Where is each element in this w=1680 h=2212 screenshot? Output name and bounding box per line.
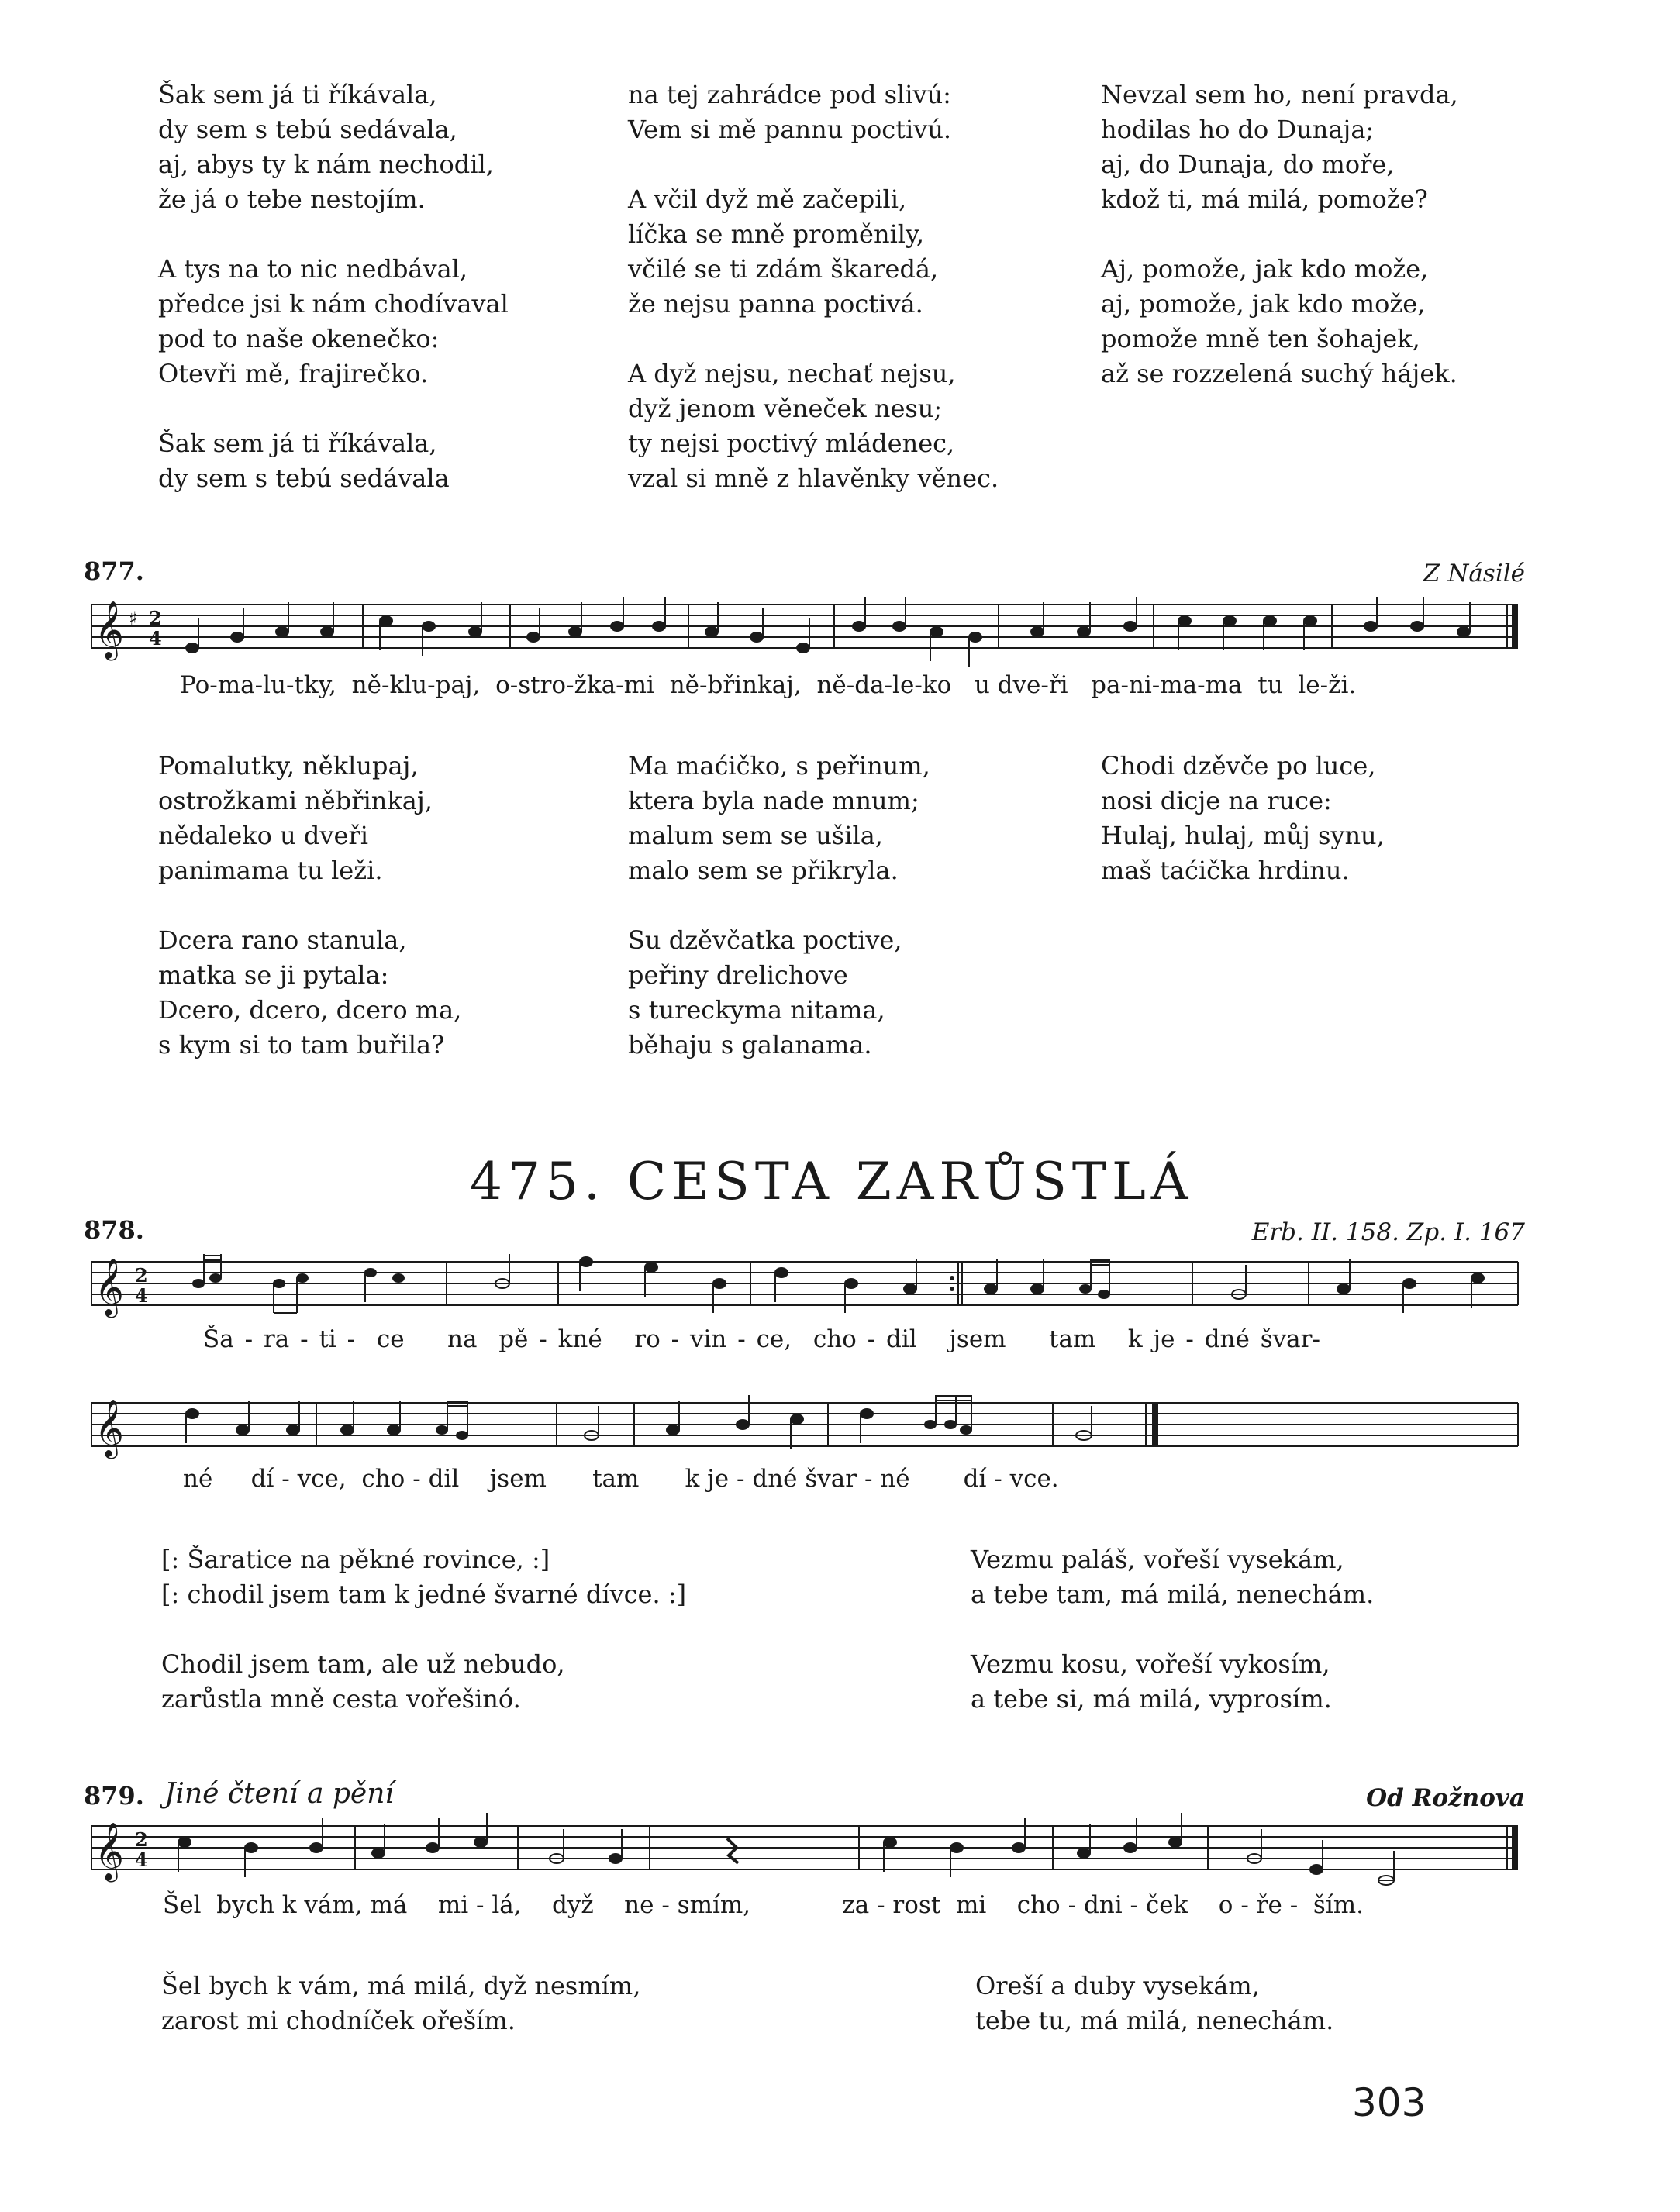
song879-right: Oreší a duby vysekám, tebe tu, má milá, nenechám. <box>975 1971 1334 2035</box>
stanza: Chodi dzěvče po luce, nosi dicje na ruce: Hulaj, hulaj, můj synu, maš taćička hrdinu. <box>1101 751 1385 885</box>
top-col2 <box>628 78 999 496</box>
stanza: Vezmu kosu, vořeší vykosím, a tebe si, má milá, vyprosím. <box>971 1649 1332 1714</box>
stanza: Su dzěvčatka poctive, peřiny drelichove s tureckyma nitama, běhaju s galanama. <box>628 925 902 1059</box>
stanza: Šak sem já ti říkávala, dy sem s tebú sedávala <box>158 429 450 493</box>
svg-text:2: 2 <box>135 1828 148 1851</box>
song-number: 878. <box>84 1215 144 1245</box>
lyric-line: Po-ma-lu-tky, ně-klu-paj, o-stro-žka-mi ně-břinkaj, ně-da-le-ko u dve-ři pa-ni-ma-ma tu le-ži. <box>180 671 1357 699</box>
svg-text:♯: ♯ <box>129 608 138 629</box>
song877-col1 <box>158 749 461 1063</box>
music-staff <box>84 591 1526 676</box>
stanza: A včil dyž mě začepili, líčka se mně proměnily, včilé se ti zdám škaredá, že nejsu panna poctivá. <box>628 184 939 319</box>
song-subtitle: Jiné čtení a pění <box>164 1778 394 1810</box>
stanza: [: Šaratice na pěkné rovince, :] [: chodil jsem tam k jedné švarné dívce. :] <box>161 1545 687 1609</box>
lyric-line: Šel bych k vám, má mi - lá, dyž ne - smím, za - rost mi cho - dni - ček o - ře - ším. <box>163 1891 1364 1919</box>
stanza: A dyž nejsu, nechať nejsu, dyž jenom věneček nesu; ty nejsi poctivý mládenec, vzal si mně z hlavěnky věnec. <box>628 359 999 493</box>
svg-text:2: 2 <box>135 1264 148 1287</box>
svg-text:4: 4 <box>135 1849 148 1871</box>
svg-text:𝄞: 𝄞 <box>95 1823 124 1880</box>
song877-col3 <box>1101 749 1385 888</box>
stanza: Aj, pomože, jak kdo može, aj, pomože, jak kdo može, pomože mně ten šohajek, až se rozzelená suchý hájek. <box>1101 254 1457 388</box>
page-number: 303 <box>1352 2080 1426 2125</box>
stanza: Nevzal sem ho, není pravda, hodilas ho do Dunaja; aj, do Dunaja, do moře, kdož ti, má milá, pomože? <box>1101 80 1458 214</box>
music-staff <box>84 1248 1526 1333</box>
stanza: Šak sem já ti říkávala, dy sem s tebú sedávala, aj, abys ty k nám nechodil, že já o tebe nestojím. <box>158 80 494 214</box>
top-col3 <box>1101 78 1458 391</box>
stanza: Vezmu paláš, vořeší vysekám, a tebe tam, má milá, nenechám. <box>971 1545 1375 1609</box>
song878-right <box>971 1542 1374 1717</box>
song878-left <box>161 1542 686 1717</box>
song879-left: Šel bych k vám, má milá, dyž nesmím, zarost mi chodníček ořeším. <box>161 1971 641 2035</box>
svg-text:𝄞: 𝄞 <box>95 601 124 659</box>
svg-text:𝄞: 𝄞 <box>95 1400 124 1457</box>
svg-text:𝄞: 𝄞 <box>95 1259 124 1316</box>
music-staff <box>84 1389 1526 1474</box>
song877-col2 <box>628 749 930 1063</box>
stanza: na tej zahrádce pod slivú: Vem si mě pannu poctivú. <box>628 80 952 144</box>
stanza: Ma maćičko, s peřinum, ktera byla nade mnum; malum sem se ušila, malo sem se přikryla. <box>628 751 930 885</box>
top-col1 <box>158 78 509 496</box>
svg-text:4: 4 <box>135 1284 148 1307</box>
stanza: A tys na to nic nedbával, předce jsi k nám chodívaval pod to naše okenečko: Otevři mě, frajirečko. <box>158 254 509 388</box>
svg-text:4: 4 <box>149 627 162 649</box>
song-source: Od Rožnova <box>1366 1784 1525 1812</box>
song-source: Z Násilé <box>1423 560 1525 587</box>
lyric-line: Ša - ra - ti - ce na pě - kné ro - vin - ce, cho - dil jsem tam k je - dné švar- <box>203 1325 1320 1353</box>
stanza: Chodil jsem tam, ale už nebudo, zarůstla mně cesta vořešinó. <box>161 1649 565 1714</box>
section-title: 475. CESTA ZARŮSTLÁ <box>470 1152 1194 1211</box>
stanza: Pomalutky, něklupaj, ostrožkami něbřinkaj, nědaleko u dveři panimama tu leži. <box>158 751 433 885</box>
song-number: 879. <box>84 1781 144 1811</box>
stanza: Dcera rano stanula, matka se ji pytala: Dcero, dcero, dcero ma, s kym si to tam buřila? <box>158 925 462 1059</box>
svg-text:2: 2 <box>149 607 162 629</box>
lyric-line: né dí - vce, cho - dil jsem tam k je - dné švar - né dí - vce. <box>183 1465 1059 1493</box>
song-source: Erb. II. 158. Zp. I. 167 <box>1251 1218 1525 1246</box>
music-staff <box>84 1812 1526 1897</box>
song-number: 877. <box>84 556 144 586</box>
